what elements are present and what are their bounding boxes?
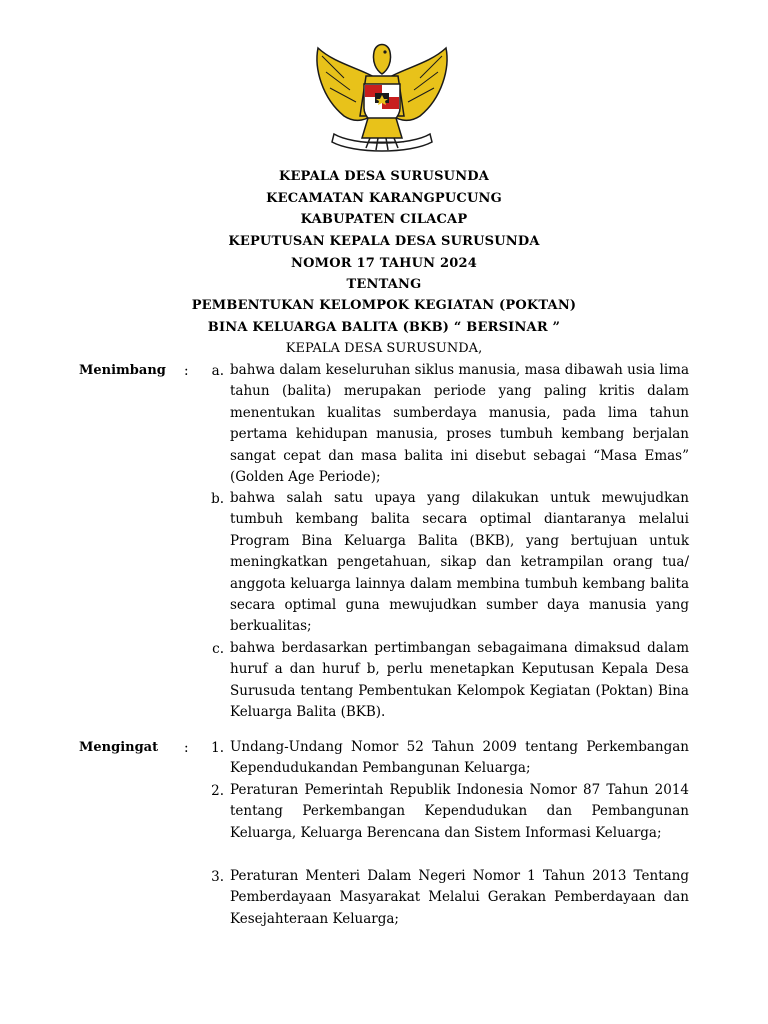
mengingat-marker-2: 2. [211, 783, 224, 799]
mengingat-item-2: Peraturan Pemerintah Republik Indonesia Nomor 87 Tahun 2014 tentang Perkembangan Kependudukan dan Pembangunan Keluarga, Keluarga Berencana dan Sistem Informasi Keluarga; [230, 782, 689, 841]
heading-regency: KABUPATEN CILACAP [300, 212, 468, 227]
menimbang-marker-a: a. [211, 363, 224, 379]
mengingat-item-3: Peraturan Menteri Dalam Negeri Nomor 1 Tahun 2013 Tentang Pemberdayaan Masyarakat Melalui Gerakan Pemberdayaan dan Kesejahteraan Keluarga; [230, 868, 689, 927]
menimbang-marker-b: b. [211, 491, 224, 507]
menimbang-colon: : [184, 363, 189, 379]
menimbang-item-a: bahwa dalam keseluruhan siklus manusia, masa dibawah usia lima tahun (balita) merupakan periode yang paling kritis dalam menentukan kualitas sumberdaya manusia, pada lima tahun pertama kehidupan manusia, proses tumbuh kembang berjalan sangat cepat dan masa balita ini disebut sebagai “Masa Emas” (Golden Age Periode); [230, 362, 689, 486]
garuda-emblem-icon [304, 38, 460, 156]
mengingat-item-1: Undang-Undang Nomor 52 Tahun 2009 tentang Perkembangan Kependudukandan Pembangunan Keluarga; [230, 739, 689, 777]
heading-village-head: KEPALA DESA SURUSUNDA [278, 169, 490, 184]
heading-district: KECAMATAN KARANGPUCUNG [266, 191, 502, 206]
heading-about: TENTANG [346, 277, 422, 292]
menimbang-label: Menimbang [79, 363, 166, 378]
menimbang-item-c: bahwa berdasarkan pertimbangan sebagaimana dimaksud dalam huruf a dan huruf b, perlu menetapkan Keputusan Kepala Desa Surusuda tentang Pembentukan Kelompok Kegiatan (Poktan) Bina Keluarga Balita (BKB). [230, 640, 689, 721]
signatory-title: KEPALA DESA SURUSUNDA, [285, 341, 483, 356]
mengingat-label: Mengingat [79, 740, 159, 755]
heading-subject-line-2: BINA KELUARGA BALITA (BKB) “ BERSINAR ” [207, 320, 561, 335]
mengingat-marker-3: 3. [211, 869, 224, 885]
heading-decree-title: KEPUTUSAN KEPALA DESA SURUSUNDA [228, 234, 540, 249]
menimbang-item-b: bahwa salah satu upaya yang dilakukan untuk mewujudkan tumbuh kembang balita secara optimal diantaranya melalui Program Bina Keluarga Balita (BKB), yang bertujuan untuk meningkatkan pengetahuan, sikap dan ketrampilan orang tua/ anggota keluarga lainnya dalam membina tumbuh kembang balita secara optimal guna mewujudkan sumber daya manusia yang berkualitas; [230, 490, 689, 635]
heading-decree-number: NOMOR 17 TAHUN 2024 [291, 256, 477, 271]
mengingat-colon: : [184, 740, 189, 756]
mengingat-marker-1: 1. [211, 740, 224, 756]
menimbang-marker-c: c. [212, 641, 224, 657]
heading-subject-line-1: PEMBENTUKAN KELOMPOK KEGIATAN (POKTAN) [191, 298, 577, 313]
